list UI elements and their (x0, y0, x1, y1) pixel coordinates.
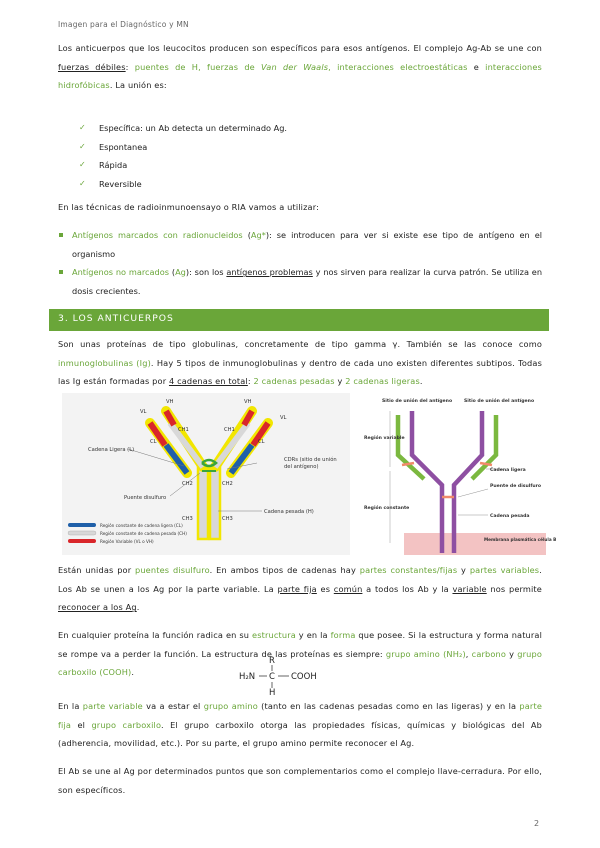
text-span: En la (58, 701, 83, 711)
square-bullet-icon (59, 270, 63, 274)
paragraph-amino-carboxyl (58, 697, 542, 753)
text-span: . (136, 602, 140, 613)
term-four-chains: 4 cadenas en total (168, 376, 248, 387)
text-span: que posee. Si la estructura y forma natural se rompe va a perder la función. La estructura de las proteínas es siempre: (58, 630, 543, 659)
label-ch3-left: CH3 (182, 516, 193, 522)
term-fixed-part: parte fija (277, 583, 317, 594)
constant-region-cl-right (231, 445, 252, 473)
term-variable-parts: partes variables (469, 565, 540, 575)
formula-h: H (269, 688, 276, 698)
label-light-chain: Cadena Ligera (L) (88, 447, 135, 453)
list-item-label: Reversible (99, 178, 142, 189)
text-span: y (334, 376, 346, 387)
text-span: el (71, 719, 92, 730)
formula-h2n: H₂N (239, 672, 256, 682)
ria-techniques-list (58, 226, 542, 300)
page-number: 2 (534, 819, 540, 828)
text-span: (tanto en las cadenas pesadas como en las ligeras) y en la (257, 701, 520, 711)
term-common: común (333, 583, 363, 594)
text-span: es (316, 583, 334, 594)
check-icon: ✓ (79, 160, 86, 170)
heavy-chain-stem-right (210, 467, 220, 539)
legend-label-heavy-constant: Región constante de cadena pesada (CH) (100, 531, 187, 536)
label-cl-right: CL (258, 439, 265, 445)
text-span: . El grupo carboxilo otorga las propiedades físicas, químicas y biológicas del Ab (adherencia, movilidad, etc.). Por su parte, el grupo amino permite reconocer el Ag. (58, 719, 542, 749)
text-span: , (465, 648, 472, 659)
label-heavy-chain: Cadena pesada (H) (264, 509, 314, 515)
section-title: 3. LOS ANTICUERPOS (58, 313, 174, 324)
binding-properties-list (79, 119, 287, 193)
label-vl-right: VL (280, 415, 287, 421)
term-hydrophobic: interacciones hidrofóbicas (58, 61, 542, 91)
paragraph-immunoglobulins (58, 335, 542, 391)
label-variable-region: Región variable (364, 436, 405, 441)
term-variable: variable (452, 583, 487, 594)
text-span: y (506, 648, 518, 659)
term-fixed-part: parte fija (58, 701, 542, 730)
text-span: : (247, 376, 254, 387)
term-labeled-antigens: Antígenos marcados con radionucleidos (72, 230, 243, 240)
term-constant-parts: partes constantes/fijas (359, 565, 458, 575)
paragraph-antibody-binding (58, 39, 542, 95)
check-icon: ✓ (79, 141, 86, 151)
running-header: Imagen para el Diagnóstico y MN (58, 20, 189, 29)
text-span: Están unidas por (58, 565, 135, 575)
text-span: ( (242, 230, 251, 240)
check-icon: ✓ (79, 178, 86, 188)
label-vl-left: VL (140, 409, 147, 415)
list-item (58, 226, 542, 263)
text-span: . (419, 376, 423, 387)
paragraph-chain-parts (58, 561, 542, 617)
list-item-label: Específica: un Ab detecta un determinado Ag. (99, 123, 288, 133)
label-cdrs-line1: CDRs (sitio de unión (284, 457, 337, 463)
antibody-structure-figure (62, 393, 350, 555)
text-span: . En ambos tipos de cadenas hay (209, 565, 360, 575)
term-disulfide-bridges: puentes disulfuro (135, 565, 210, 575)
label-light-chain-right: Cadena ligera (490, 468, 526, 473)
text-span: puentes de H, fuerzas de (134, 61, 262, 72)
constant-region-cl-left (166, 445, 187, 473)
text-span: En cualquier proteína la función radica en su (58, 630, 253, 640)
text-span: nos permite (486, 583, 542, 594)
term-recognize-ag: reconocer a los Ag (58, 602, 137, 613)
section-heading (49, 309, 549, 331)
label-ch2-left: CH2 (182, 481, 193, 487)
text-span: . La unión es: (109, 80, 167, 91)
term-shape: forma (330, 630, 356, 640)
heavy-chain-left (412, 411, 442, 553)
formula-cooh: COOH (291, 672, 317, 682)
label-disulfide-right: Puente de disulfuro (490, 484, 542, 489)
legend-swatch-variable (68, 539, 96, 543)
legend-swatch-light-constant (68, 523, 96, 527)
label-membrane: Membrana plasmática célula B (484, 537, 557, 542)
text-span: va a estar el (142, 701, 204, 711)
legend-label-light-constant: Región constante de cadena ligera (CL) (100, 523, 183, 528)
highlight-forces (135, 62, 468, 72)
heavy-chain-stem-left (198, 467, 208, 539)
b-cell-antibody-figure (362, 393, 557, 559)
text-span: y nos sirven para realizar la curva patrón. Se utiliza en dosis crecientes. (72, 267, 543, 296)
label-binding-site-right: Sitio de unión del antígeno (464, 399, 535, 404)
text-span: . Los Ab se unen a los Ag por la parte variable. La (58, 565, 542, 594)
term-carbon: carbono (471, 648, 507, 659)
label-ch1-left: CH1 (178, 427, 189, 433)
text-span: , interacciones electroestáticas (328, 61, 468, 72)
text-span: e (467, 61, 486, 72)
term-ag-star: Ag* (250, 230, 266, 240)
label-heavy-chain-right: Cadena pesada (490, 514, 530, 519)
list-item-label: Espontanea (99, 141, 148, 152)
text-span: . Hay 5 tipos de inmunoglobulinas y dentro de cada uno existen diferentes subtipos. Todas las Ig están formadas por (58, 357, 542, 387)
list-item (79, 156, 287, 175)
legend-label-variable: Región Variable (VL o VH) (100, 539, 154, 544)
text-span: y en la (295, 630, 331, 640)
term-amino-group: grupo amino (203, 701, 258, 711)
label-ch2-right: CH2 (222, 481, 233, 487)
text-span: ( (169, 267, 176, 278)
legend-swatch-heavy-constant (68, 531, 96, 535)
term-van-der-waals: Van der Waals (261, 61, 329, 72)
label-binding-site-left: Sitio de unión del antígeno (382, 399, 453, 404)
text-span: ): se introducen para ver si existe ese tipo de antígeno en el organismo (72, 230, 543, 259)
list-item (79, 119, 287, 138)
text-span: Son unas proteínas de tipo globulinas, concretamente de tipo gamma γ. También se las conoce como (58, 339, 542, 349)
amino-acid-formula-svg (237, 654, 327, 696)
heavy-chain-right (454, 411, 482, 553)
paragraph-ria-intro: En las técnicas de radioinmunoensayo o RIA vamos a utilizar: (58, 202, 319, 212)
text-span: Los anticuerpos que los leucocitos producen son específicos para esos antígenos. El complejo Ag-Ab se une con (58, 43, 542, 53)
list-item (79, 138, 287, 157)
term-carboxyl-group: grupo carboxilo (COOH) (58, 648, 542, 678)
check-icon: ✓ (79, 123, 86, 132)
label-cl-left: CL (150, 439, 157, 445)
label-vh-right: VH (244, 399, 252, 405)
term-variable-part: parte variable (82, 701, 143, 711)
label-cdrs-line2: del antígeno) (284, 464, 319, 470)
term-amino-group: grupo amino (NH₂) (385, 648, 466, 659)
label-constant-region: Región constante (364, 506, 410, 511)
amino-acid-formula (237, 654, 327, 696)
figure-legend (68, 523, 187, 544)
text-span: y (457, 565, 470, 575)
antibody-structure-diagram (62, 393, 350, 555)
formula-c: C (269, 672, 275, 682)
term-immunoglobulins: inmunoglobulinas (Ig) (58, 357, 151, 368)
term-light-chains: 2 cadenas ligeras (345, 376, 420, 387)
label-ch1-right: CH1 (224, 427, 235, 433)
text-span: ): son los (185, 267, 227, 278)
square-bullet-icon (59, 233, 63, 237)
paragraph-lock-key: El Ab se une al Ag por determinados puntos que son complementarios como el complejo llave-cerradura. Por ello, son específicos. (58, 766, 542, 795)
formula-r: R (269, 656, 275, 666)
term-ag: Ag (175, 267, 186, 278)
label-disulfide-bridge: Puente disulfuro (124, 495, 167, 501)
label-ch3-right: CH3 (222, 516, 233, 522)
label-vh-left: VH (166, 399, 174, 405)
term-structure: estructura (252, 630, 296, 640)
term-problem-antigens: antígenos problemas (226, 267, 313, 278)
b-cell-antibody-diagram (362, 393, 557, 559)
text-span: a todos los Ab y la (362, 583, 453, 594)
term-weak-forces: fuerzas débiles (58, 61, 126, 72)
text-span: : (125, 61, 135, 72)
term-unlabeled-antigens: Antígenos no marcados (72, 267, 170, 278)
term-heavy-chains: 2 cadenas pesadas (253, 376, 335, 387)
list-item-label: Rápida (99, 160, 128, 171)
list-item (58, 263, 542, 300)
term-carboxyl-group: grupo carboxilo (91, 719, 161, 730)
list-item (79, 175, 287, 194)
text-span: . (131, 667, 135, 678)
